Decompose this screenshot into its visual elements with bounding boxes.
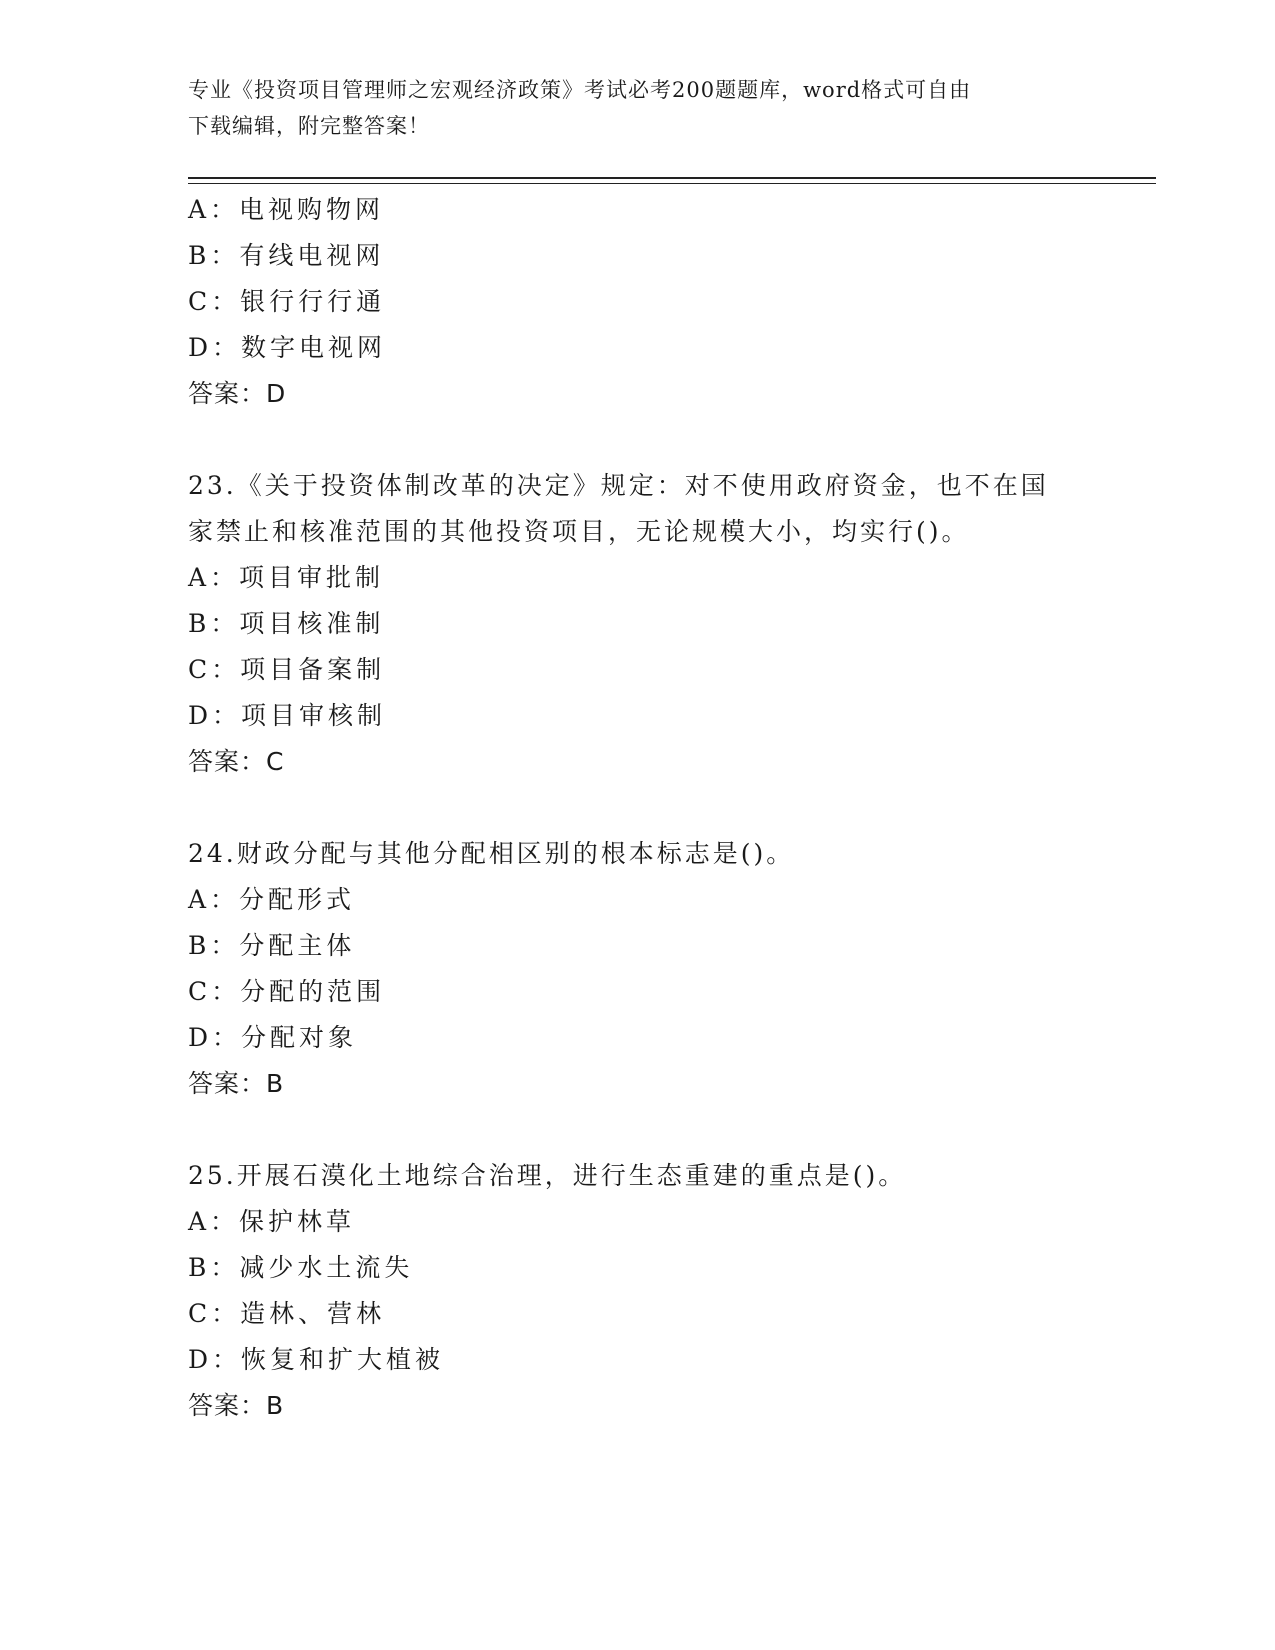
header-line-2: 下载编辑，附完整答案！	[188, 114, 430, 138]
option-b: B：项目核准制	[188, 609, 385, 638]
question-23	[188, 463, 1156, 785]
header-divider-thick	[188, 177, 1156, 179]
spacer	[188, 1107, 1156, 1153]
option-b: B：分配主体	[188, 931, 356, 960]
header-line-1: 专业《投资项目管理师之宏观经济政策》考试必考200题题库，word格式可自由	[188, 78, 972, 102]
spacer	[188, 417, 1156, 463]
option-c: C：项目备案制	[188, 655, 386, 684]
option-c: C：分配的范围	[188, 977, 386, 1006]
option-d: D：数字电视网	[188, 333, 387, 362]
question-stem: 24.财政分配与其他分配相区别的根本标志是()。	[188, 839, 795, 868]
header-divider-thin	[188, 183, 1156, 184]
question-stem: 23.《关于投资体制改革的决定》规定：对不使用政府资金，也不在国	[188, 471, 1049, 500]
option-d: D：项目审核制	[188, 701, 387, 730]
option-a: A：分配形式	[188, 885, 356, 914]
question-stem-continued: 家禁止和核准范围的其他投资项目，无论规模大小，均实行()。	[188, 517, 970, 546]
question-list	[188, 187, 1156, 1429]
question-24	[188, 831, 1156, 1107]
option-a: A：保护林草	[188, 1207, 356, 1236]
question-22	[188, 187, 1156, 417]
answer: 答案：B	[188, 1069, 285, 1098]
option-c: C：造林、营林	[188, 1299, 386, 1328]
document-header	[188, 72, 1068, 144]
answer: 答案：C	[188, 747, 285, 776]
option-a: A：电视购物网	[188, 195, 385, 224]
option-a: A：项目审批制	[188, 563, 385, 592]
answer: 答案：D	[188, 379, 287, 408]
option-b: B：减少水土流失	[188, 1253, 414, 1282]
option-c: C：银行行行通	[188, 287, 386, 316]
spacer	[188, 785, 1156, 831]
answer: 答案：B	[188, 1391, 285, 1420]
option-b: B：有线电视网	[188, 241, 385, 270]
question-stem: 25.开展石漠化土地综合治理，进行生态重建的重点是()。	[188, 1161, 907, 1190]
option-d: D：恢复和扩大植被	[188, 1345, 445, 1374]
option-d: D：分配对象	[188, 1023, 358, 1052]
question-25	[188, 1153, 1156, 1429]
